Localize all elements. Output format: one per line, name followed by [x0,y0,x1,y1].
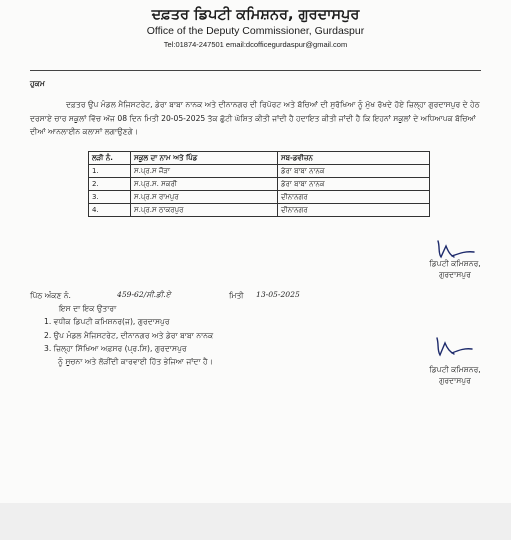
letterhead-contact: Tel:01874-247501 email:dcofficegurdaspur@gmail.com [163,40,348,49]
table-cell-serial: 2. [89,178,131,191]
signature-1-line1: ਡਿਪਟੀ ਕਮਿਸ਼ਨਰ, [429,259,481,268]
table-header-row [89,152,430,165]
table-row [89,204,430,217]
table-cell-school: ਸ.ਪ੍ਰ.ਸ ਜੌੜਾ [131,165,278,178]
header-divider [30,70,481,71]
copy-item-1: 1. ਵਧੀਕ ਡਿਪਟੀ ਕਮਿਸ਼ਨਰ(ਜ), ਗੁਰਦਾਸਪੁਰ [44,317,170,326]
signature-1-designation [415,258,495,280]
table-cell-school: ਸ.ਪ੍ਰ.ਸ ਠਾਕਰਪੁਰ [131,204,278,217]
copy-to-label: ਇਸ ਦਾ ਇਕ ਉਤਾਰਾ [59,304,117,313]
table-row [89,191,430,204]
table-cell-serial: 4. [89,204,131,217]
table-header-school: ਸਕੂਲ ਦਾ ਨਾਮ ਅਤੇ ਪਿੰਡ [131,152,278,165]
table-header-subdivision: ਸਬ-ਡਵੀਜ਼ਨ [278,152,430,165]
signature-1-line2: ਗੁਰਦਾਸਪੁਰ [439,270,471,279]
table-cell-subdivision: ਦੀਨਾਨਗਰ [278,191,430,204]
letterhead-title-english: Office of the Deputy Commissioner, Gurdaspur [146,25,365,37]
table-header-serial: ਲੜੀ ਨੰ. [89,152,131,165]
order-body-text: ਦਫ਼ਤਰ ਉਪ ਮੰਡਲ ਮੈਜਿਸਟਰੇਟ, ਡੇਰਾ ਬਾਬਾ ਨਾਨਕ ਅਤੇ ਦੀਨਾਨਗਰ ਦੀ ਰਿਪੋਰਟ ਅਤੇ ਬੱਚਿਆਂ ਦੀ ਸੁਰੱਖਿਆ ਨੂੰ ਮੁੱਖ ਰੱਖਦੇ ਹੋਏ ਜ਼ਿਲ੍ਹਾ ਗੁਰਦਾਸਪੁਰ ਦੇ ਹੇਠ ਦਰਸਾਏ ਚਾਰ ਸਕੂਲਾਂ ਵਿੱਚ ਅੱਜ 08 ਦਿਨ ਮਿਤੀ 20-05-2025 ਤੱਕ ਛੁੱਟੀ ਘੋਸ਼ਿਤ ਕੀਤੀ ਜਾਂਦੀ ਹੈ ਹਦਾਇਤ ਕੀਤੀ ਜਾਂਦੀ ਹੈ ਕਿ ਇਹਨਾਂ ਸਕੂਲਾਂ ਦੇ ਅਧਿਆਪਕ ਬੱਚਿਆਂ ਦੀਆਂ ਆਨਲਾਈਨ ਕਲਾਸਾਂ ਲਗਾਉਣਗੇ। [30,100,480,136]
endorsement-number-value: 459-62/ਸੀ.ਡੀ.ਏ [117,290,171,299]
letterhead-title-punjabi: ਦਫ਼ਤਰ ਡਿਪਟੀ ਕਮਿਸ਼ਨਰ, ਗੁਰਦਾਸਪੁਰ [151,7,360,23]
schools-table [88,151,430,217]
table-cell-school: ਸ.ਪ੍ਰ.ਸ. ਸਕਰੀ [131,178,278,191]
signature-2-line2: ਗੁਰਦਾਸਪੁਰ [439,376,471,385]
endorsement-number-label: ਪਿੱਠ ਅੰਕਣ ਨੰ. [30,291,71,300]
table-cell-school: ਸ.ਪ੍ਰ.ਸ ਰਾਮਪੁਰ [131,191,278,204]
endorsement-date-label: ਮਿਤੀ [229,291,244,300]
table-cell-subdivision: ਦੀਨਾਨਗਰ [278,204,430,217]
table-cell-subdivision: ਡੇਰਾ ਬਾਬਾ ਨਾਨਕ [278,165,430,178]
table-row [89,178,430,191]
signature-2-designation [415,364,495,386]
table-cell-serial: 3. [89,191,131,204]
copy-item-3: 3. ਜ਼ਿਲ੍ਹਾ ਸਿੱਖਿਆ ਅਫ਼ਸਰ (ਪ੍ਰ.ਸਿ), ਗੁਰਦਾਸਪੁਰ [44,344,187,353]
endorsement-closing: ਨੂੰ ਸੂਚਨਾ ਅਤੇ ਲੋੜੀਂਦੀ ਕਾਰਵਾਈ ਹਿੱਤ ਭੇਜਿਆ ਜਾਂਦਾ ਹੈ। [58,357,213,366]
table-row [89,165,430,178]
signature-2-image [432,335,476,359]
table-cell-serial: 1. [89,165,131,178]
copy-item-2: 2. ਉਪ ਮੰਡਲ ਮੈਜਿਸਟਰੇਟ, ਦੀਨਾਨਗਰ ਅਤੇ ਡੇਰਾ ਬਾਬਾ ਨਾਨਕ [44,331,214,340]
page-bottom-margin [0,503,511,540]
signature-2-line1: ਡਿਪਟੀ ਕਮਿਸ਼ਨਰ, [429,365,481,374]
endorsement-date-value: 13-05-2025 [256,290,300,299]
order-label: ਹੁਕਮ [30,79,45,88]
table-cell-subdivision: ਡੇਰਾ ਬਾਬਾ ਨਾਨਕ [278,178,430,191]
